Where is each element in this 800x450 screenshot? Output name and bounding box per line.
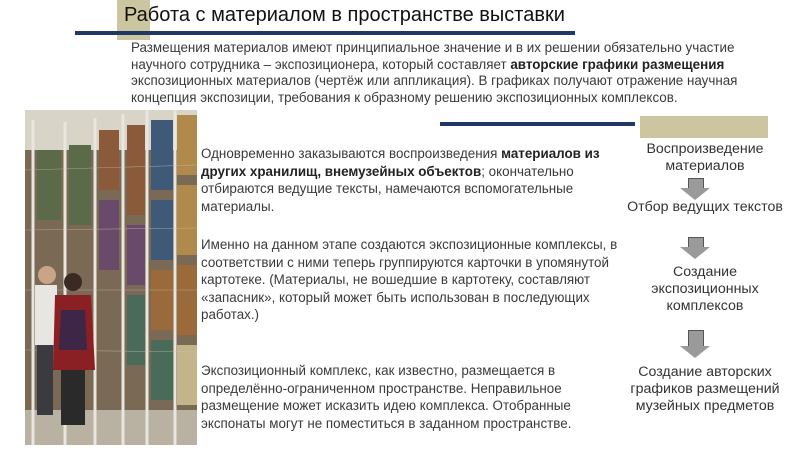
page-title: Работа с материалом в пространстве выставки [124,4,565,26]
flow-step-reproduction: Воспроизведение материалов [646,141,764,174]
storage-racks-photo [25,110,197,445]
flow-arrow-1 [680,178,710,200]
intro-text-1: Размещения материалов имеют принципиальное значение и в их решении обязательно участие научного сотрудника – экспозиционера, который составляет [131,40,735,72]
section-divider [440,122,635,126]
intro-text-2: экспозиционных материалов (чертёж или аппликация). В графиках получают отражение научная концепция экспозиции, требования к образному решению экспозиционных комплексов. [131,73,738,105]
para1-text-2: ; окончательно отбираются ведущие тексты, намечаются вспомогательные материалы. [201,163,574,214]
intro-paragraph [131,40,771,106]
para1-bold: материалов из других хранилищ, внемузейных объектов [201,146,600,179]
paragraph-space: Экспозиционный комплекс, как известно, размещается в определённо-ограниченном пространстве. Неправильное размещение может исказить идею комплекса. Отобранные экспонаты могут не поместиться в заданном пространстве. [201,363,572,431]
decorative-block-right [640,116,768,138]
paragraph-reproductions [201,145,621,215]
flow-step-graphics: Создание авторских графиков размещений музейных предметов [630,364,780,414]
paragraph-complexes: Именно на данном этапе создаются экспозиционные комплексы, в соответствии с ними теперь группируются карточки в упомянутой картотеке. (Материалы, не вошедшие в картотеку, составляют «запасник», который может быть использован в последующих работах.) [201,237,618,322]
flow-arrow-2 [680,237,710,259]
flow-step-texts: Отбор ведущих текстов [627,199,783,215]
intro-bold-1: авторские графики размещения [510,56,725,72]
para1-text-1: Одновременно заказываются воспроизведения [201,146,502,161]
title-underline [75,31,575,35]
flow-step-complexes: Создание экспозиционных комплексов [651,264,759,314]
flow-arrow-3 [680,330,710,352]
